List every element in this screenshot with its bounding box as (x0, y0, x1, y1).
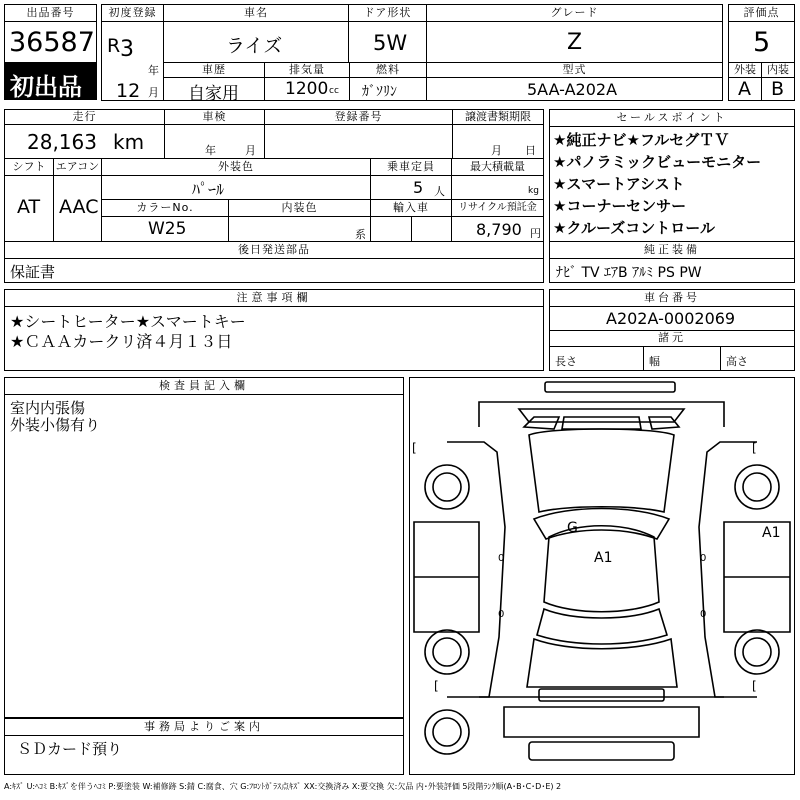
ac-label (53, 158, 102, 176)
zero-mark: 0 (498, 553, 505, 564)
wheel-rear-left-inner (433, 638, 461, 666)
inspector-label (4, 377, 404, 395)
front-bumper-outline (545, 382, 675, 392)
notes-label-text: 注意事項欄 (236, 291, 312, 304)
length-box (549, 346, 644, 371)
import-label-text: 輸入車 (393, 201, 429, 214)
equipment-label (549, 241, 795, 259)
fuel-box (349, 77, 427, 101)
equipment-value: ﾅﾋﾞ TV ｴｱB ｱﾙﾐ PS PW (556, 265, 702, 281)
load-label (451, 158, 544, 176)
capacity-label (370, 158, 452, 176)
grille-center (562, 417, 641, 429)
interior-grade-label-text: 内装 (767, 63, 789, 76)
bracket-mark: [ (412, 441, 417, 455)
front-panel (519, 409, 684, 422)
shift-value: AT (17, 196, 41, 218)
grade-label-text: グレード (550, 6, 599, 19)
exterior-grade-box (728, 77, 762, 101)
car-name-label-text: 車名 (244, 6, 268, 19)
dims-label-text: 諸元 (658, 331, 686, 344)
interior-color-label-text: 内装色 (281, 201, 318, 214)
left-body-outline (447, 442, 505, 697)
grade-label (426, 4, 723, 22)
parts-box (4, 258, 544, 283)
interior-color-label (228, 199, 371, 217)
first-registration-label (101, 4, 164, 22)
score-box (728, 21, 795, 63)
color-label (101, 158, 371, 176)
mark-a1-side: A1 (762, 525, 781, 541)
width-box (643, 346, 721, 371)
inspection-label (164, 109, 265, 125)
reg-month: 12 (116, 80, 141, 102)
history-label (163, 62, 265, 78)
ac-box (53, 175, 102, 242)
right-body-outline (699, 442, 757, 697)
sales-point-item: ★パノラミックビューモニター (553, 153, 762, 171)
car-name-box (163, 21, 349, 63)
transfer-label-text: 譲渡書類期限 (465, 110, 531, 123)
inspector-line: 室内内張傷 (10, 399, 86, 417)
grade-value: Z (567, 30, 583, 55)
reg-year-unit: 年 (148, 64, 159, 77)
left-doors (414, 522, 479, 632)
mileage-unit: km (113, 130, 145, 154)
interior-grade: B (771, 78, 785, 100)
shift-label (4, 158, 54, 176)
office-text: ＳＤカード預り (17, 740, 123, 758)
roof-outline (544, 526, 659, 612)
color-no-label-text: カラーNo. (136, 201, 194, 214)
dims-label (549, 330, 795, 347)
door-label (348, 4, 427, 22)
car-name: ライズ (226, 35, 283, 57)
inspection-month-unit: 月 (245, 144, 256, 157)
car-name-label (163, 4, 349, 22)
parts-value: 保証書 (10, 263, 56, 281)
parts-label (4, 241, 544, 259)
door-box (348, 21, 427, 63)
fuel-label-text: 燃料 (376, 63, 400, 76)
ac-label-text: エアコン (55, 160, 100, 173)
capacity-box (370, 175, 452, 200)
load-box (451, 175, 544, 200)
chassis-box (549, 306, 795, 331)
sales-point-item: ★スマートアシスト (553, 175, 685, 193)
trunk-outline (527, 639, 677, 687)
mileage-value: 28,163 (27, 130, 97, 154)
model-label (426, 62, 723, 78)
parts-label-text: 後日発送部品 (238, 243, 310, 256)
capacity-value: 5 (413, 178, 424, 197)
notes-label (4, 289, 544, 307)
zero-mark: 0 (700, 609, 707, 620)
color-no-box (101, 216, 229, 242)
width-label: 幅 (649, 355, 660, 368)
wheel-rear-right-inner (743, 638, 771, 666)
exterior-grade: A (738, 78, 751, 100)
fuel-value: ｶﾞｿﾘﾝ (362, 84, 397, 100)
score-value: 5 (753, 27, 771, 58)
office-box (4, 735, 404, 775)
capacity-label-text: 乗車定員 (387, 160, 435, 173)
front-hood-outline (479, 402, 724, 427)
color-box (101, 175, 371, 200)
reg-month-unit: 月 (148, 86, 159, 99)
hood-outline (529, 429, 674, 512)
bracket-mark: [ (752, 441, 757, 455)
displacement-box (264, 77, 350, 101)
exterior-grade-label-text: 外装 (734, 63, 756, 76)
chassis-label (549, 289, 795, 307)
inspector-label-text: 検査員記入欄 (159, 379, 249, 392)
displacement-unit: cc (329, 86, 339, 96)
notes-box (4, 306, 544, 371)
office-label (4, 718, 404, 736)
capacity-unit: 人 (434, 185, 445, 198)
fuel-label (349, 62, 427, 78)
plate-label (264, 109, 453, 125)
lot-number-label (4, 4, 97, 22)
shift-label-text: シフト (12, 160, 46, 173)
inspector-line: 外装小傷有り (10, 416, 101, 434)
first-registration-box (101, 21, 164, 101)
chassis-value: A202A-0002069 (606, 309, 736, 328)
reg-era: R (107, 35, 121, 57)
recycle-box (451, 216, 544, 242)
wheel-rear-right (735, 630, 779, 674)
first-listing-text: 初出品 (10, 73, 82, 101)
recycle-unit: 円 (530, 227, 541, 240)
recycle-value: 8,790 (476, 220, 522, 239)
displacement-label (264, 62, 350, 78)
color-no-value: W25 (148, 219, 187, 239)
car-diagram-svg (409, 377, 795, 775)
inspection-box (164, 124, 265, 159)
score-label (728, 4, 795, 22)
first-listing-badge (4, 62, 97, 100)
wheel-front-left-inner (433, 473, 461, 501)
note-line: ★シートヒーター★スマートキー (10, 312, 246, 331)
model-label-text: 型式 (562, 63, 587, 76)
door-label-text: ドア形状 (363, 6, 412, 19)
grille-right (649, 417, 679, 429)
exterior-grade-label (728, 62, 762, 78)
equipment-box (549, 258, 795, 283)
interior-grade-box (761, 77, 795, 101)
grade-box (426, 21, 723, 63)
sales-points-label-text: セールスポイント (616, 111, 728, 124)
interior-grade-label (761, 62, 795, 78)
transfer-day-unit: 日 (525, 144, 536, 157)
spare-tire-inner (433, 718, 461, 746)
lot-number: 36587 (9, 27, 95, 58)
chassis-label-text: 車台番号 (644, 291, 700, 304)
history-label-text: 車歴 (202, 63, 226, 76)
reg-year: 3 (120, 37, 134, 62)
shift-box (4, 175, 54, 242)
rear-plate-outline (529, 742, 674, 760)
mark-g: G (567, 520, 578, 536)
mark-a1-roof: A1 (594, 550, 613, 566)
recycle-label-text: リサイクル預託金 (458, 202, 537, 213)
displacement-label-text: 排気量 (289, 63, 325, 76)
sales-point-item: ★純正ナビ★フルセグＴＶ (553, 131, 730, 149)
bracket-mark: [ (752, 679, 757, 693)
interior-color-box (228, 216, 371, 242)
color-label-text: 外装色 (218, 160, 254, 173)
height-label: 高さ (726, 355, 748, 368)
note-line: ★ＣＡＡカークリ済４月１３日 (10, 332, 233, 351)
rear-lower-outline (504, 707, 699, 737)
wheel-front-left (425, 465, 469, 509)
inspection-year-unit: 年 (205, 144, 216, 157)
import-label (370, 199, 452, 217)
sales-point-item: ★クルーズコントロール (553, 219, 715, 237)
height-box (720, 346, 795, 371)
equipment-label-text: 純正装備 (644, 243, 700, 256)
rear-glass-outline (537, 609, 667, 644)
sales-point-item: ★コーナーセンサー (553, 197, 687, 215)
wheel-front-right (735, 465, 779, 509)
inspector-box (4, 394, 404, 718)
mileage-box (4, 124, 165, 159)
rear-bumper-outline (539, 689, 664, 701)
lot-number-label-text: 出品番号 (26, 6, 75, 19)
wheel-front-right-inner (743, 473, 771, 501)
history-box (163, 77, 265, 104)
zero-mark: 0 (498, 609, 505, 620)
history-value: 自家用 (188, 84, 239, 104)
model-box (426, 77, 723, 101)
interior-color-unit: 系 (355, 228, 366, 241)
wheel-rear-left (425, 630, 469, 674)
lot-number-box (4, 21, 97, 63)
mileage-label-text: 走行 (72, 110, 97, 123)
spare-tire (425, 710, 469, 754)
color-no-label (101, 199, 229, 217)
load-label-text: 最大積載量 (470, 160, 525, 173)
load-unit: kg (528, 186, 539, 196)
sales-points-label (549, 109, 795, 127)
score-label-text: 評価点 (743, 6, 780, 19)
model-value: 5AA-A202A (527, 80, 618, 99)
transfer-box (452, 124, 544, 159)
door-value: 5W (373, 31, 408, 55)
mileage-label (4, 109, 165, 125)
recycle-label (451, 199, 544, 217)
legend: A:ｷｽﾞ U:ﾍｺﾐ B:ｷｽﾞを伴うﾍｺﾐ P:要塗装 W:補修跡 S:錆 C:腐食、穴 G:ﾌﾛﾝﾄｶﾞﾗｽ点ｷｽﾞ XX:交換済み X:要交換 欠:欠品 内･外装評価 5段階ﾗﾝｸ順(A･B･C･D･E) 2 (4, 782, 562, 791)
plate-label-text: 登録番号 (334, 110, 383, 123)
plate-box (264, 124, 453, 159)
inspection-label-text: 車検 (202, 110, 227, 123)
import-divider (411, 216, 412, 242)
zero-mark: 0 (700, 553, 707, 564)
first-registration-label-text: 初度登録 (108, 6, 157, 19)
length-label: 長さ (555, 355, 577, 368)
grille-left (524, 417, 559, 429)
ac-value: AAC (59, 196, 99, 218)
transfer-month-unit: 月 (491, 144, 502, 157)
displacement-value: 1200 (285, 79, 329, 99)
transfer-label (452, 109, 544, 125)
color-value: ﾊﾟｰﾙ (192, 180, 225, 199)
bracket-mark: [ (434, 679, 439, 693)
office-label-text: 事務局よりご案内 (144, 720, 264, 733)
sales-points-box (549, 126, 795, 242)
